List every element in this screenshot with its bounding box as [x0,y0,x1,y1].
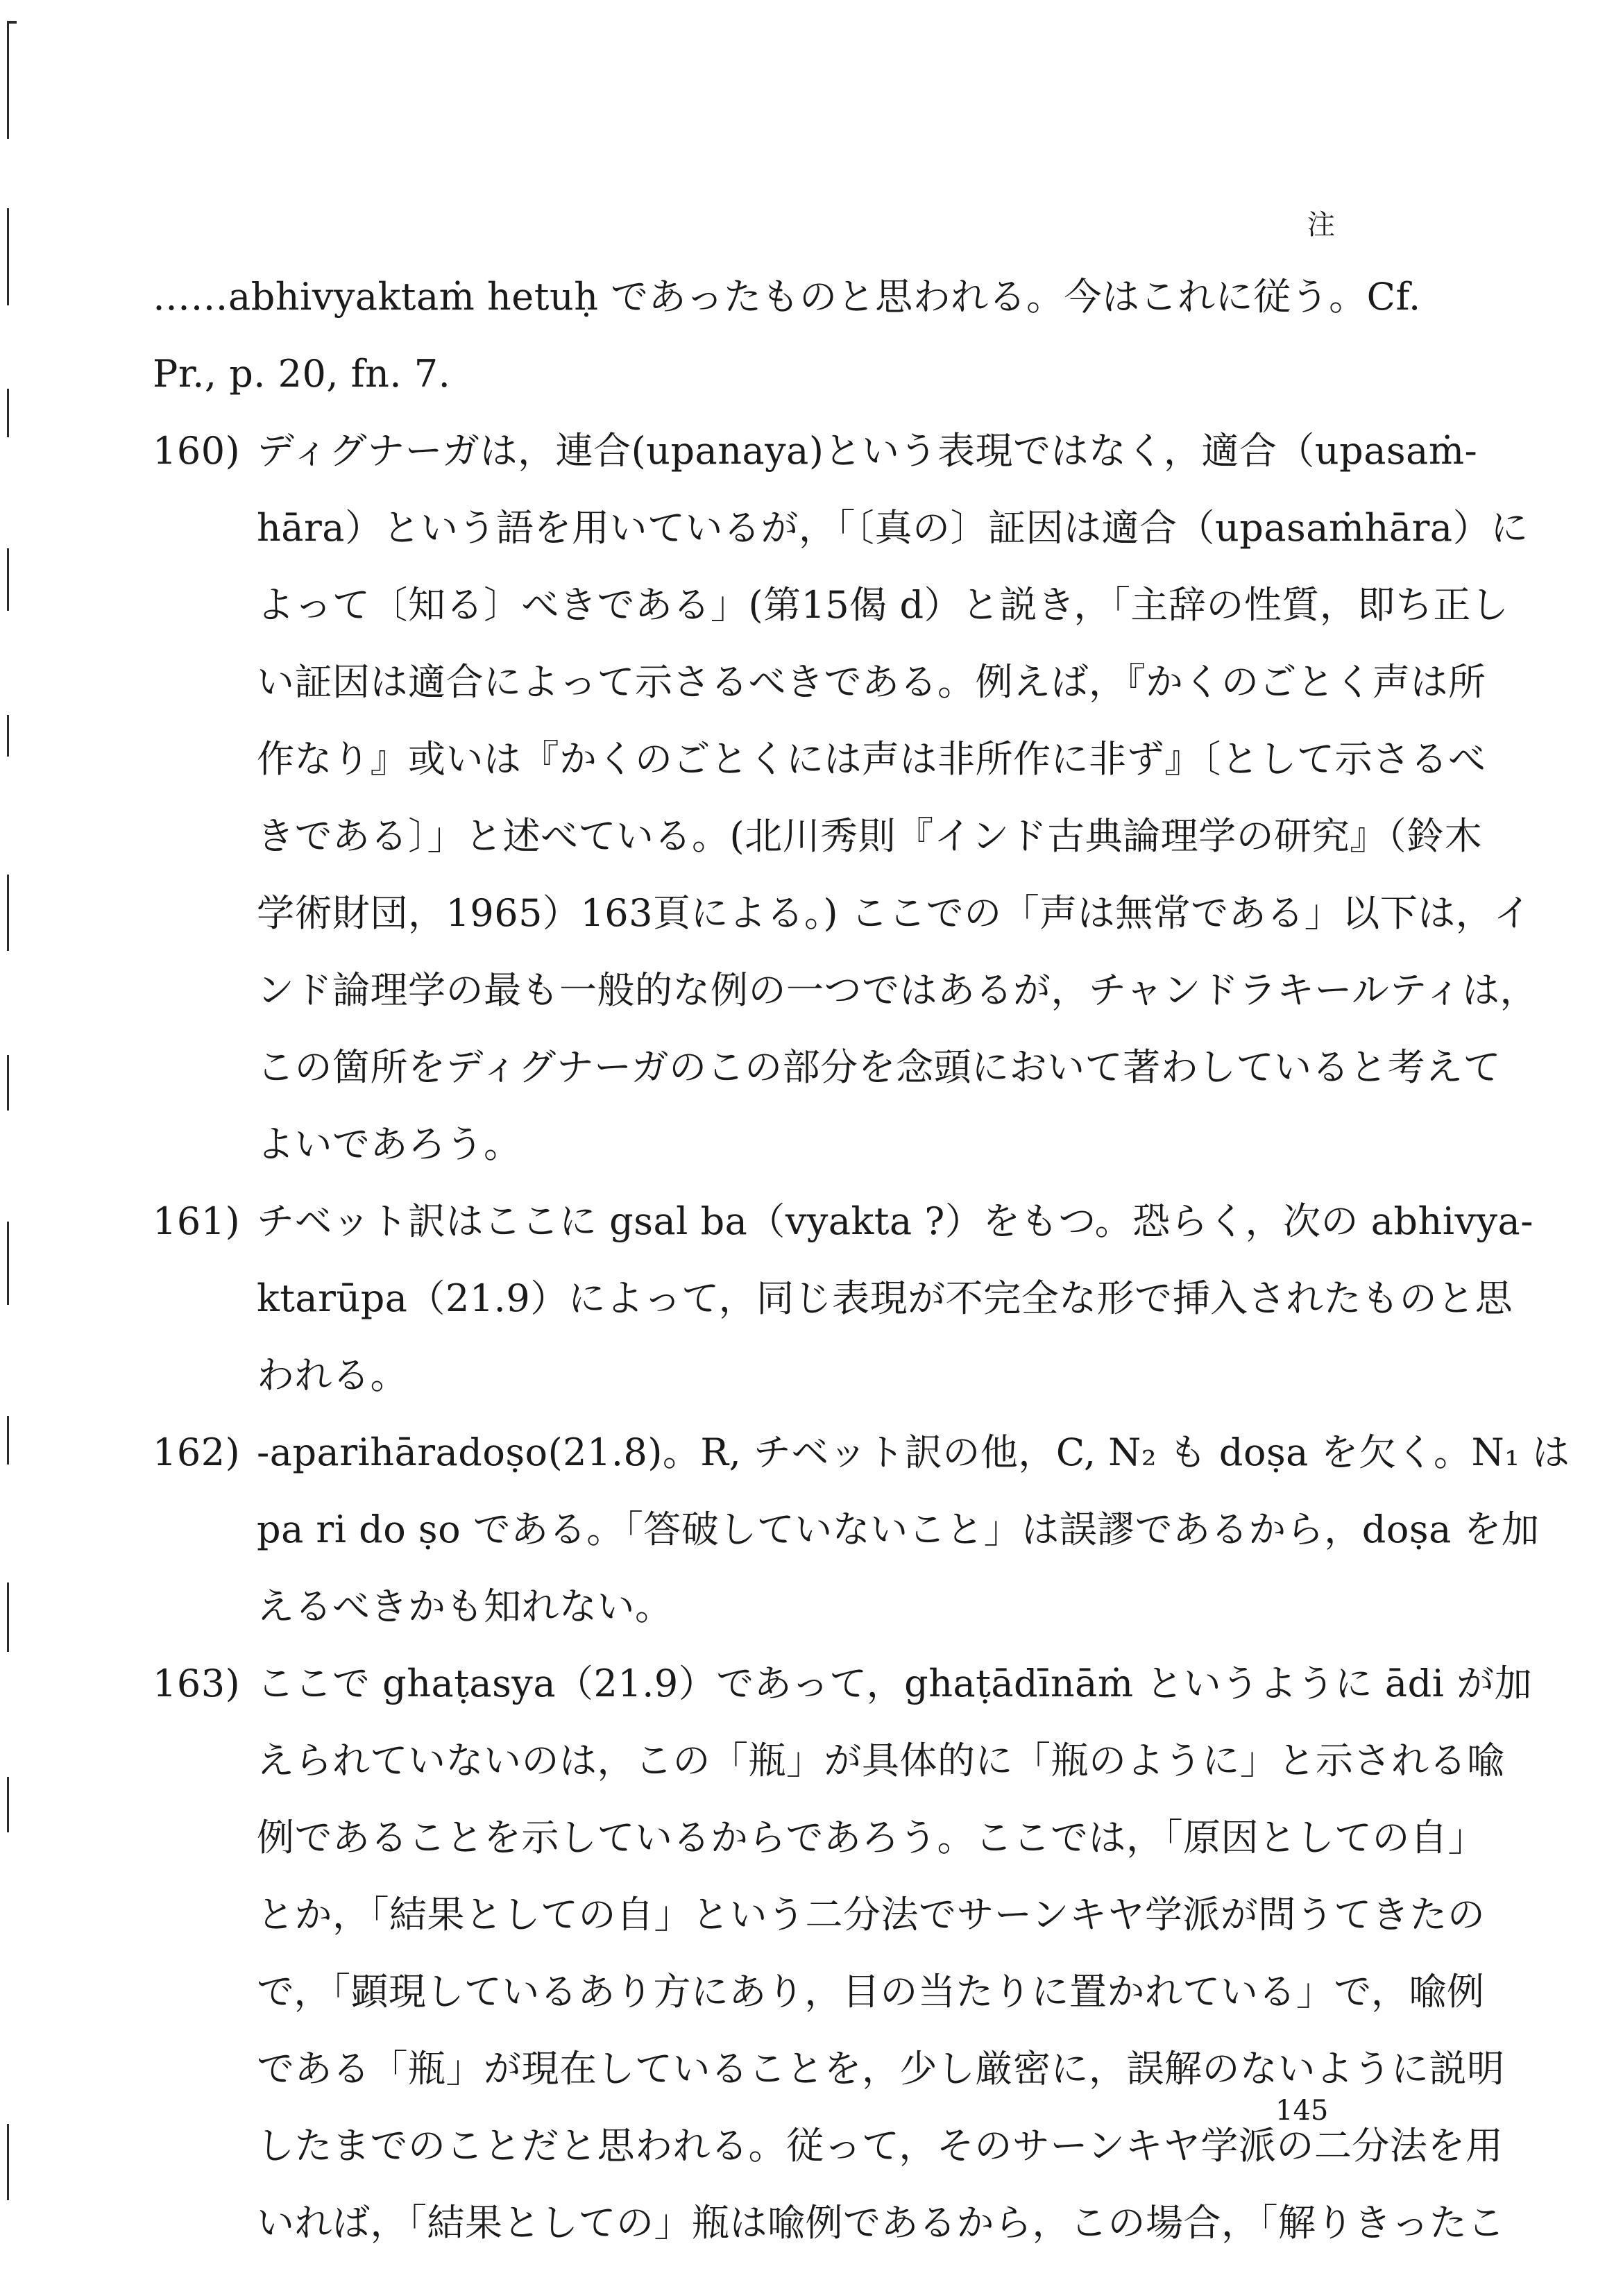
footnote-line: きである〕」と述べている。(北川秀則『インド古典論理学の研究』（鈴木 [257,814,1483,858]
footnote-line: 例であることを示しているからであろう。ここでは，「原因としての自」 [257,1816,1486,1859]
intro-line: ……abhivyaktaṁ hetuḥ であったものと思われる。今はこれに従う。Cf. [153,275,1421,319]
footnote-line: えるべきかも知れない。 [257,1585,673,1628]
footnote-line: われる。 [257,1353,408,1397]
scan-line [7,1416,9,1464]
footnote-line: で，「顕現しているあり方にあり，目の当たりに置かれている」で，喩例 [257,1970,1485,2014]
footnote-line: 作なり』或いは『かくのごとくには声は非所作に非ず』〔として示さるべ [257,737,1486,781]
footnote-text: チベット訳はここに gsal ba（vyakta ?）をもつ。恐らく，次の abhivya- [257,1199,1533,1243]
scan-line [7,1582,9,1652]
scan-line [7,715,9,757]
footnote-line: 学術財団，1965）163頁による。) ここでの「声は無常である」以下は，イ [257,891,1531,935]
scan-line [7,208,9,305]
footnote-line: ktarūpa（21.9）によって，同じ表現が不完全な形で挿入されたものと思 [257,1276,1513,1320]
footnote-line: よって〔知る〕べきである」(第15偈 d）と説き，「主辞の性質，即ち正し [257,583,1509,627]
footnote-line: である「瓶」が現在していることを，少し厳密に，誤解のないように説明 [257,2047,1505,2091]
footnote-first-line [153,1414,1570,1491]
scan-line [7,1055,9,1111]
footnote-first-line [153,412,1478,489]
footnote-line: よいであろう。 [257,1122,522,1166]
footnote-number: 162) [153,1430,241,1474]
scan-edge-marks [7,0,10,2296]
footnote-first-line [153,1645,1533,1722]
page-number: 145 [1275,2095,1329,2127]
footnote-number: 160) [153,429,241,473]
footnote-line: pa ri do ṣo である。「答破していないこと」は誤謬であるから，doṣa を加 [257,1508,1540,1551]
intro-line: Pr., p. 20, fn. 7. [153,352,451,396]
footnote-line: ンド論理学の最も一般的な例の一つではあるが，チャンドラキールティは， [257,968,1538,1012]
scan-line [7,2124,9,2200]
notes-list [153,412,1570,2261]
footnote-line: したまでのことだと思われる。従って，そのサーンキヤ学派の二分法を用 [257,2124,1504,2168]
footnote [153,412,1538,1183]
scan-line [7,1777,9,1832]
scan-line [7,548,9,611]
scan-line [7,389,9,437]
footnote-line: いれば，「結果としての」瓶は喩例であるから，この場合，「解りきったこ [257,2201,1505,2245]
footnote [153,1414,1570,1645]
footnote-number: 163) [153,1662,241,1705]
footnote [153,1645,1533,2261]
footnote-line: い証因は適合によって示さるべきである。例えば，『かくのごとく声は所 [257,660,1486,704]
footnote-line: えられていないのは，この「瓶」が具体的に「瓶のように」と示される喩 [257,1739,1505,1782]
footnote-text: -aparihāradoṣo(21.8)。R, チベット訳の他，C, N₂ も doṣa を欠く。N₁ は [257,1430,1570,1474]
footnote-line: この箇所をディグナーガのこの部分を念頭において著わしていると考えて [257,1045,1502,1089]
scan-line [7,1222,9,1305]
scan-line [7,21,9,139]
footnote-first-line [153,1183,1533,1260]
footnote-number: 161) [153,1199,241,1243]
footnote-line: hāra）という語を用いているが，「〔真の〕証因は適合（upasaṁhāra）に [257,506,1529,550]
scan-line [7,875,9,951]
running-head: 注 [1307,209,1336,241]
footnote-text: ここで ghaṭasya（21.9）であって，ghaṭādīnāṁ というように ādi が加 [257,1662,1533,1705]
footnote [153,1183,1533,1414]
footnote-line: とか，「結果としての自」という二分法でサーンキヤ学派が問うてきたの [257,1893,1486,1936]
footnote-text: ディグナーガは，連合(upanaya)という表現ではなく，適合（upasaṁ- [257,429,1478,473]
notes-body [153,258,1570,2261]
